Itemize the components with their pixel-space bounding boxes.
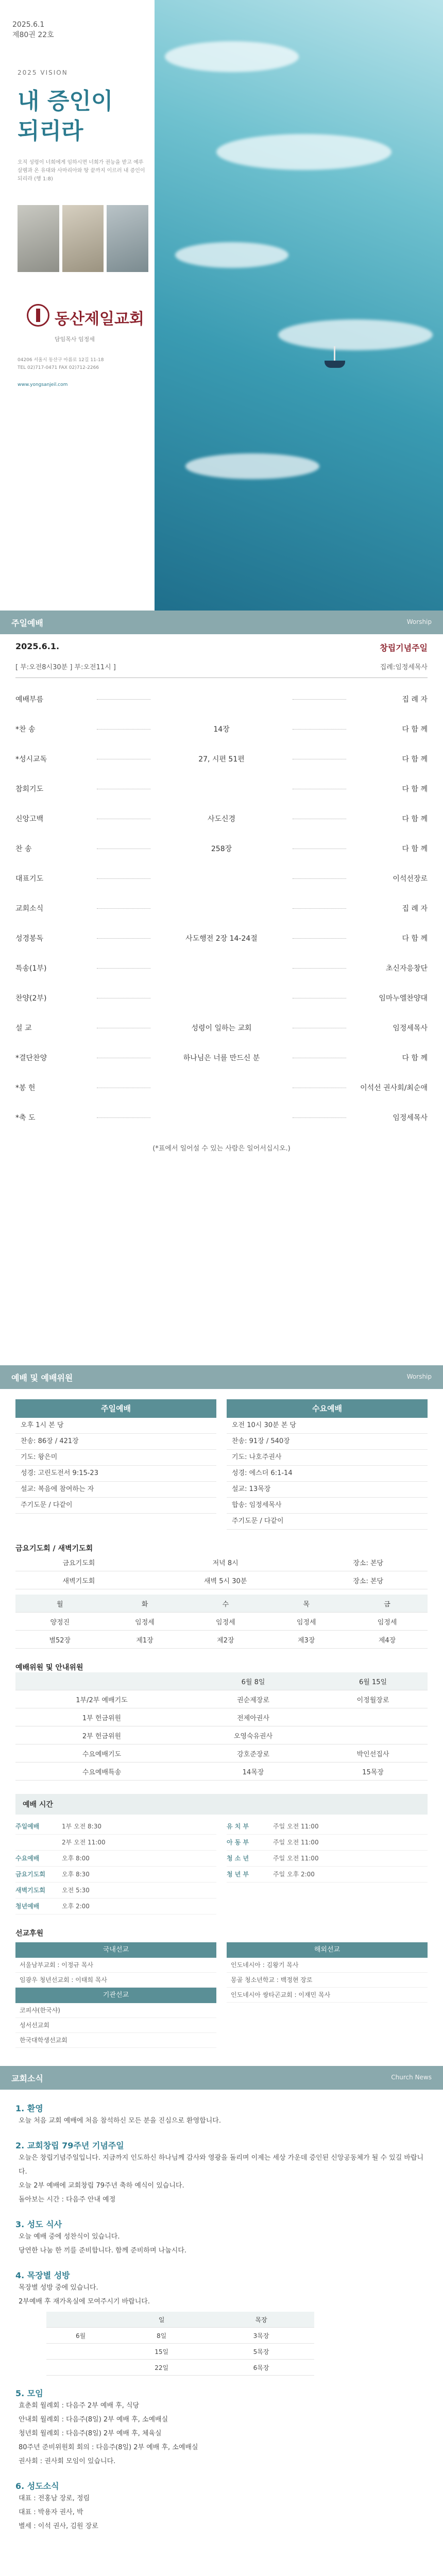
list-item: 한국대학생선교회 xyxy=(15,2033,216,2048)
table-row: 유 치 부 주일 오전 11:00 xyxy=(227,1819,428,1835)
table-row: 아 동 부 주일 오전 11:00 xyxy=(227,1835,428,1851)
prayer-title: 금요기도회 / 새벽기도회 xyxy=(15,1545,93,1553)
service-times-title: 예배 시간 xyxy=(15,1794,428,1815)
meetings-section xyxy=(15,1399,428,2048)
order-row: *결단찬양 하나님은 너를 만드신 분 다 함 께 xyxy=(15,1054,428,1062)
list-item: 주기도문 / 다같이 xyxy=(227,1514,428,1530)
section-subtitle: Church News xyxy=(391,2074,432,2081)
table-row: 수요예배특송 14목장 15목장 xyxy=(15,1762,428,1781)
news-heading: 5. 모임 xyxy=(15,2388,43,2398)
table-row: 청년예배 오후 2:00 xyxy=(15,1899,216,1914)
list-item: 서울남부교회 : 이정규 목사 xyxy=(15,1958,216,1973)
sunday-schedule xyxy=(15,1399,216,1530)
overseas-missions xyxy=(227,1942,428,2048)
sea-photo xyxy=(155,0,443,611)
table-row: 새벽기도회 오전 5:30 xyxy=(15,1883,216,1899)
order-row: *봉 헌 이석선 권사회/최순애 xyxy=(15,1084,428,1092)
volunteer-title: 예배위원 및 안내위원 xyxy=(15,1664,83,1672)
address: 04206 서울시 동산구 아름로 12길 11-18 xyxy=(18,358,104,363)
table-row: 수요예배 오후 8:00 xyxy=(15,1851,216,1867)
worship-order xyxy=(15,641,428,1153)
domestic-missions xyxy=(15,1942,216,2048)
news-text: 오늘 처음 교회 예배에 처음 참석하신 모든 분을 진심으로 환영합니다. xyxy=(19,2117,221,2125)
congregation-photo xyxy=(62,205,104,272)
table-row: 양정진 임정세 임정세 임정세 임정세 xyxy=(15,1613,428,1631)
cover-panel xyxy=(0,0,155,611)
news-text: 80주년 준비위원회 회의 : 다음주(8일) 2부 예배 후, 소예배실 xyxy=(19,2444,198,2451)
list-item: 기도: 왕은미 xyxy=(15,1450,216,1466)
service-leader: 집례:임정세목사 xyxy=(380,664,428,671)
mission-grid xyxy=(15,1942,428,2048)
list-item: 오후 1시 본 당 xyxy=(15,1418,216,1434)
table-row: 22일 6목장 xyxy=(46,2360,314,2376)
group-visit-table xyxy=(46,2312,314,2376)
list-item: 설교: 복음에 참여하는 자 xyxy=(15,1482,216,1498)
list-item: 설교: 13목장 xyxy=(227,1482,428,1498)
list-item: 찬송: 86장 / 421장 xyxy=(15,1434,216,1450)
list-item: 기도: 나호주권사 xyxy=(227,1450,428,1466)
section-subtitle: Worship xyxy=(406,1373,432,1380)
issue-date xyxy=(12,20,54,40)
news-text: 별세 : 이석 권사, 김원 장로 xyxy=(19,2522,98,2530)
list-item: 인도네시아 : 김왕기 목사 xyxy=(227,1958,428,1973)
order-row: 대표기도 이석선장로 xyxy=(15,875,428,883)
mission-title: 선교후원 xyxy=(15,1929,44,1938)
news-text: 청년회 월례회 : 다음주(8일) 2부 예배 후, 체육실 xyxy=(19,2430,162,2437)
table-header-row: 6월 8일 6월 15일 xyxy=(15,1672,428,1690)
church-logo-icon xyxy=(27,304,49,327)
order-row: 예배부름 집 례 자 xyxy=(15,696,428,704)
cover-title-line2: 되리라 xyxy=(18,118,83,144)
order-row: *찬 송 14장 다 함 께 xyxy=(15,725,428,734)
phone-fax: TEL 02)717-0471 FAX 02)712-2266 xyxy=(18,365,99,370)
news-text: 당연한 나눔 한 끼를 준비합니다. 함께 준비하며 나눕시다. xyxy=(19,2247,187,2255)
table-row: 청 소 년 주일 오전 11:00 xyxy=(227,1851,428,1867)
news-text: 안내회 월례회 : 다음주(8일) 2부 예배 후, 소예배실 xyxy=(19,2416,168,2424)
pastor-name: 담임목사 임정세 xyxy=(55,336,95,343)
table-row: 청 년 부 주일 오후 2:00 xyxy=(227,1867,428,1883)
news-heading: 4. 목장별 성방 xyxy=(15,2270,70,2280)
service-schedule xyxy=(15,1399,428,1530)
list-item: 몽골 청소년학교 : 백정현 장로 xyxy=(227,1973,428,1988)
news-text: 돌아보는 시간 : 다음주 안내 예정 xyxy=(19,2196,116,2204)
church-photo xyxy=(18,205,59,272)
list-item: 인도네시아 쌍타곤교회 : 이재민 목사 xyxy=(227,1988,428,2003)
table-row: 금요기도회 저녁 8시 장소: 본당 xyxy=(15,1553,428,1571)
list-item: 찬송: 91장 / 540장 xyxy=(227,1434,428,1450)
table-row: 별52장 제1장 제2장 제3장 제4장 xyxy=(15,1631,428,1649)
news-heading: 6. 성도소식 xyxy=(15,2481,59,2491)
church-name: 동산제일교회 xyxy=(55,310,144,328)
list-item: 오전 10시 30분 본 당 xyxy=(227,1418,428,1434)
list-item: 합송: 임정세목사 xyxy=(227,1498,428,1514)
order-row: *축 도 임정세목사 xyxy=(15,1114,428,1122)
section-title: 주일예배 xyxy=(11,618,43,628)
news-text: 오늘은 창립기념주일입니다. 지금까지 인도하신 하나님께 감사와 영광을 돌리며 이제는 세상 가운데 증인된 신앙공동체가 될 수 있길 바랍니다. xyxy=(19,2154,424,2176)
section-worship-bar xyxy=(0,611,443,634)
news-heading: 1. 환영 xyxy=(15,2104,43,2113)
photo-strip xyxy=(18,205,148,272)
section-title: 예배 및 예배위원 xyxy=(11,1373,73,1383)
service-times-left xyxy=(15,1819,216,1914)
order-list xyxy=(15,684,428,1132)
service-times: [ 부:오전8시30분 ] 부:오전11시 ] xyxy=(15,664,116,671)
church-news xyxy=(15,2102,428,2533)
table-row: 1부/2부 예배기도 권순제장로 이정월장로 xyxy=(15,1690,428,1708)
table-row: 2부 헌금위원 오영숙유권사 xyxy=(15,1726,428,1744)
overseas-head: 해외선교 xyxy=(227,1942,428,1958)
order-row: 성경봉독 사도행전 2장 14-24절 다 함 께 xyxy=(15,935,428,943)
service-times-right xyxy=(227,1819,428,1914)
news-heading: 2. 교회창립 79주년 기념주일 xyxy=(15,2141,124,2150)
sunday-head: 주일예배 xyxy=(15,1399,216,1418)
order-row: 참회기도 다 함 께 xyxy=(15,785,428,793)
event-photo xyxy=(107,205,148,272)
order-note: (*표에서 일어설 수 있는 사람은 일어서십시오.) xyxy=(152,1145,291,1153)
news-heading: 3. 성도 식사 xyxy=(15,2219,62,2229)
vision-label: 2025 VISION xyxy=(18,69,68,76)
domestic-head: 국내선교 xyxy=(15,1942,216,1958)
news-text: 효춘회 월례회 : 다음주 2부 예배 후, 식당 xyxy=(19,2402,140,2410)
news-text: 목장별 성방 중에 있습니다. xyxy=(19,2284,98,2292)
order-subheader xyxy=(15,662,428,678)
address-block xyxy=(18,357,151,372)
table-row: 2부 오전 11:00 xyxy=(15,1835,216,1851)
cover-title xyxy=(18,87,146,146)
news-text: 오늘 예배 중에 성찬식이 있습니다. xyxy=(19,2233,120,2241)
news-text: 권사회 : 권사회 모임이 있습니다. xyxy=(19,2458,116,2465)
list-item: 코피샤(한국샤) xyxy=(15,2003,216,2018)
wednesday-head: 수요예배 xyxy=(227,1399,428,1418)
order-row: *성시교독 27, 시편 51편 다 함 께 xyxy=(15,755,428,764)
cover xyxy=(0,0,443,611)
table-row: 수요예배기도 강호준장로 박인선집사 xyxy=(15,1744,428,1762)
list-item: 성서선교회 xyxy=(15,2018,216,2033)
order-row: 설 교 성령이 일하는 교회 임정세목사 xyxy=(15,1024,428,1032)
table-row: 금요기도회 오후 8:30 xyxy=(15,1867,216,1883)
order-title: 창립기념주일 xyxy=(380,643,428,653)
order-row: 교회소식 집 례 자 xyxy=(15,905,428,913)
news-text: 오늘 2부 예배에 교회창립 79주년 축하 예식이 있습니다. xyxy=(19,2182,184,2190)
section-news-bar xyxy=(0,2066,443,2090)
order-row: 찬 송 258장 다 함 께 xyxy=(15,845,428,853)
table-row: 새벽기도회 새벽 5시 30분 장소: 본당 xyxy=(15,1571,428,1589)
order-date: 2025.6.1. xyxy=(15,641,60,651)
order-row: 신앙고백 사도신경 다 함 께 xyxy=(15,815,428,823)
section-title: 교회소식 xyxy=(11,2074,43,2083)
table-row: 15일 5목장 xyxy=(46,2344,314,2360)
section-meet-bar xyxy=(0,1365,443,1389)
order-row: 찬양(2부) 임마누엘찬양대 xyxy=(15,994,428,1003)
list-item: 주기도문 / 다같이 xyxy=(15,1498,216,1514)
boat-icon xyxy=(325,361,345,368)
cover-verse: 오직 성령이 너희에게 임하시면 너희가 권능을 받고 예루살렘과 온 유대와 사마리아와 땅 끝까지 이르러 내 증인이 되리라 (행 1:8) xyxy=(18,160,145,182)
table-row: 1부 헌금위원 전제아권사 xyxy=(15,1708,428,1726)
news-text: 대표 : 전홍남 장로, 정림 xyxy=(19,2495,90,2502)
wednesday-schedule xyxy=(227,1399,428,1530)
org-mission-head: 기관선교 xyxy=(15,1988,216,2003)
table-header-row: 일 목장 xyxy=(46,2312,314,2328)
news-text: 2부예배 후 재가옥실에 모여주시기 바랍니다. xyxy=(19,2298,150,2306)
table-header-row: 월 화 수 목 금 xyxy=(15,1595,428,1613)
order-row: 특송(1부) 초신자응창단 xyxy=(15,964,428,973)
section-subtitle: Worship xyxy=(406,618,432,625)
list-item: 성경: 에스더 6:1-14 xyxy=(227,1466,428,1482)
list-item: 성경: 고린도전서 9:15-23 xyxy=(15,1466,216,1482)
table-row: 주일예배 1부 오전 8:30 xyxy=(15,1819,216,1835)
website-link[interactable]: www.yongsanjeil.com xyxy=(18,382,68,387)
duty-table xyxy=(15,1595,428,1649)
prayer-table xyxy=(15,1553,428,1589)
cover-title-line1: 내 증인이 xyxy=(18,88,113,114)
table-row: 6월 8일 3목장 xyxy=(46,2328,314,2344)
list-item: 임광우 청년선교회 : 이태희 목사 xyxy=(15,1973,216,1988)
order-header xyxy=(15,641,428,653)
issue-number: 제80권 22호 xyxy=(12,31,54,39)
service-times-grid xyxy=(15,1819,428,1914)
date: 2025.6.1 xyxy=(12,21,45,29)
mission-support xyxy=(15,1928,428,2048)
volunteer-table xyxy=(15,1672,428,1781)
news-text: 대표 : 박용자 권사, 박 xyxy=(19,2509,83,2516)
